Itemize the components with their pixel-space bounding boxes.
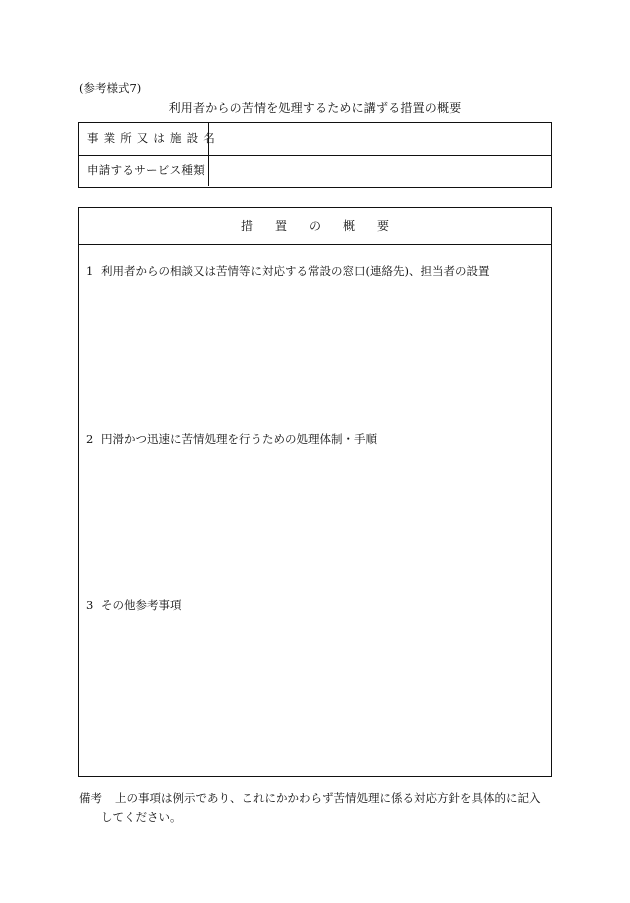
service-type-field[interactable] <box>209 155 551 186</box>
measure-item-3 <box>86 597 182 613</box>
service-type-label: 申請するサービス種類 <box>79 155 209 186</box>
measure-item-text: その他参考事項 <box>101 598 182 612</box>
document-title: 利用者からの苦情を処理するために講ずる措置の概要 <box>168 101 462 115</box>
measure-item-text: 円滑かつ迅速に苦情処理を行うための処理体制・手順 <box>101 432 377 446</box>
remarks-line-1 <box>79 789 541 808</box>
remarks-text: 上の事項は例示であり、これにかかわらず苦情処理に係る対応方針を具体的に記入 <box>115 791 541 805</box>
measure-item-1 <box>86 263 489 279</box>
remarks-line-2: してください。 <box>101 810 182 824</box>
remarks-label: 備考 <box>79 791 102 805</box>
measures-box <box>78 207 552 777</box>
service-type-row <box>79 155 551 186</box>
measure-item-text: 利用者からの相談又は苦情等に対応する常設の窓口(連絡先)、担当者の設置 <box>101 264 490 278</box>
facility-name-label: 事業所又は施設名 <box>79 123 209 155</box>
measure-item-number: 1 <box>86 264 94 278</box>
facility-name-row <box>79 123 551 156</box>
measures-header: 措置の概要 <box>79 208 551 245</box>
measure-item-2 <box>86 431 377 447</box>
measure-item-number: 2 <box>86 432 94 446</box>
facility-info-table <box>78 122 552 188</box>
facility-name-field[interactable] <box>209 123 551 155</box>
measure-item-number: 3 <box>86 598 94 612</box>
form-reference: (参考様式7) <box>79 81 142 95</box>
remarks <box>79 789 541 827</box>
